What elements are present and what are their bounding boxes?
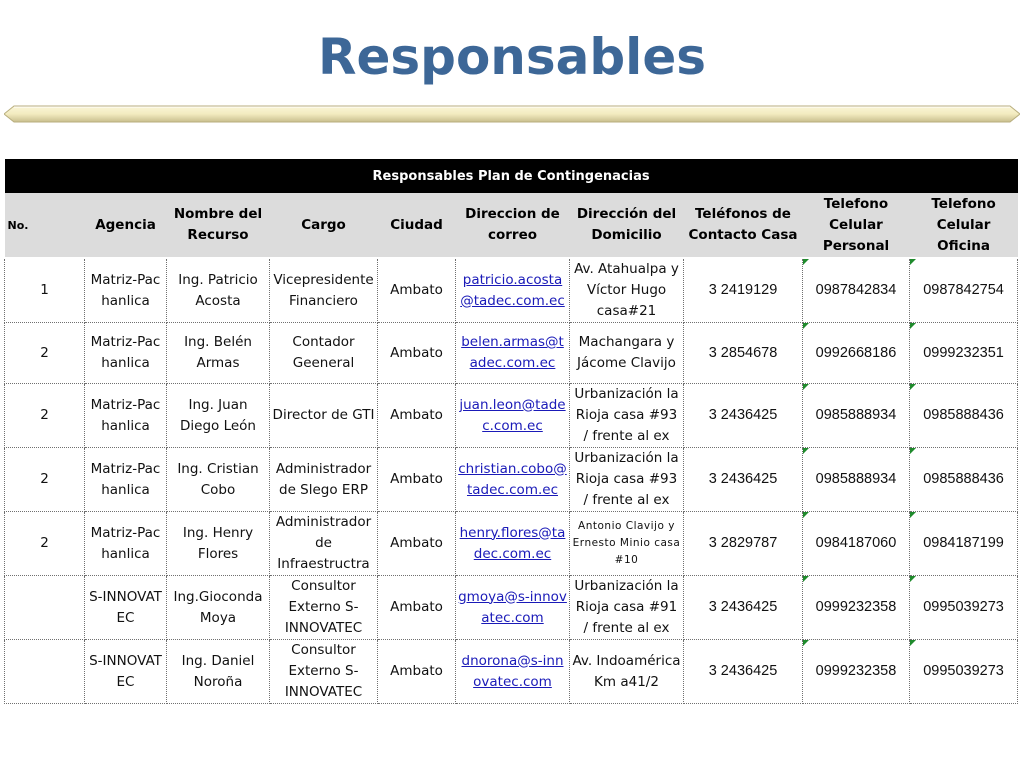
table-caption: Responsables Plan de Contingenacias xyxy=(5,159,1018,193)
cell-cargo: Administrador de Slego ERP xyxy=(270,448,378,512)
cell-tel-casa: 3 2436425 xyxy=(684,640,803,704)
header-correo: Direccion de correo xyxy=(456,193,570,258)
cell-agencia: Matriz-Pachanlica xyxy=(85,258,167,323)
header-ciudad: Ciudad xyxy=(378,193,456,258)
cell-cargo: Director de GTI xyxy=(270,384,378,448)
cell-no: 2 xyxy=(5,323,85,384)
email-link[interactable]: christian.cobo@tadec.com.ec xyxy=(456,448,570,512)
cell-ciudad: Ambato xyxy=(378,512,456,576)
cell-no: 2 xyxy=(5,448,85,512)
cell-no: 2 xyxy=(5,512,85,576)
page-title: Responsables xyxy=(317,28,706,86)
cell-tel-casa: 3 2829787 xyxy=(684,512,803,576)
cell-nombre: Ing. Juan Diego León xyxy=(167,384,270,448)
cell-no xyxy=(5,576,85,640)
cell-cargo: Administrador de Infraestructra xyxy=(270,512,378,576)
cell-ciudad: Ambato xyxy=(378,323,456,384)
cell-cel-oficina: 0985888436 xyxy=(910,448,1018,512)
cell-tel-casa: 3 2436425 xyxy=(684,448,803,512)
email-link[interactable]: gmoya@s-innovatec.com xyxy=(456,576,570,640)
cell-cel-oficina: 0984187199 xyxy=(910,512,1018,576)
header-agencia: Agencia xyxy=(85,193,167,258)
cell-cargo: Consultor Externo S-INNOVATEC xyxy=(270,576,378,640)
cell-nombre: Ing. Cristian Cobo xyxy=(167,448,270,512)
cell-cel-oficina: 0995039273 xyxy=(910,576,1018,640)
cell-cel-personal: 0999232358 xyxy=(803,576,910,640)
cell-agencia: S-INNOVATEC xyxy=(85,576,167,640)
cell-tel-casa: 3 2854678 xyxy=(684,323,803,384)
cell-ciudad: Ambato xyxy=(378,640,456,704)
header-cel-oficina: Telefono Celular Oficina xyxy=(910,193,1018,258)
cell-cel-personal: 0999232358 xyxy=(803,640,910,704)
cell-nombre: Ing. Daniel Noroña xyxy=(167,640,270,704)
table-row xyxy=(5,640,1018,704)
cell-no: 2 xyxy=(5,384,85,448)
header-tel-casa: Teléfonos de Contacto Casa xyxy=(684,193,803,258)
email-link[interactable]: juan.leon@tadec.com.ec xyxy=(456,384,570,448)
cell-tel-casa: 3 2436425 xyxy=(684,576,803,640)
cell-nombre: Ing. Belén Armas xyxy=(167,323,270,384)
cell-cargo: Consultor Externo S-INNOVATEC xyxy=(270,640,378,704)
cell-cel-oficina: 0999232351 xyxy=(910,323,1018,384)
cell-cel-personal: 0984187060 xyxy=(803,512,910,576)
email-link[interactable]: patricio.acosta@tadec.com.ec xyxy=(456,258,570,323)
cell-tel-casa: 3 2419129 xyxy=(684,258,803,323)
cell-agencia: S-INNOVATEC xyxy=(85,640,167,704)
cell-agencia: Matriz-Pachanlica xyxy=(85,323,167,384)
cell-ciudad: Ambato xyxy=(378,384,456,448)
cell-cel-oficina: 0995039273 xyxy=(910,640,1018,704)
cell-tel-casa: 3 2436425 xyxy=(684,384,803,448)
header-no: No. xyxy=(5,193,85,258)
table-row xyxy=(5,576,1018,640)
header-domicilio: Dirección del Domicilio xyxy=(570,193,684,258)
cell-agencia: Matriz-Pachanlica xyxy=(85,384,167,448)
table-row xyxy=(5,384,1018,448)
cell-nombre: Ing.Gioconda Moya xyxy=(167,576,270,640)
cell-ciudad: Ambato xyxy=(378,258,456,323)
table-row xyxy=(5,323,1018,384)
table-row xyxy=(5,258,1018,323)
cell-cargo: Vicepresidente Financiero xyxy=(270,258,378,323)
table-row xyxy=(5,448,1018,512)
cell-agencia: Matriz-Pachanlica xyxy=(85,512,167,576)
cell-nombre: Ing. Henry Flores xyxy=(167,512,270,576)
cell-cel-oficina: 0985888436 xyxy=(910,384,1018,448)
cell-cel-personal: 0985888934 xyxy=(803,384,910,448)
cell-nombre: Ing. Patricio Acosta xyxy=(167,258,270,323)
cell-no: 1 xyxy=(5,258,85,323)
cell-cel-personal: 0985888934 xyxy=(803,448,910,512)
cell-cargo: Contador Geeneral xyxy=(270,323,378,384)
email-link[interactable]: belen.armas@tadec.com.ec xyxy=(456,323,570,384)
cell-cel-personal: 0992668186 xyxy=(803,323,910,384)
email-link[interactable]: dnorona@s-innovatec.com xyxy=(456,640,570,704)
cell-no xyxy=(5,640,85,704)
title-divider xyxy=(4,104,1020,124)
header-nombre: Nombre del Recurso xyxy=(167,193,270,258)
email-link[interactable]: henry.flores@tadec.com.ec xyxy=(456,512,570,576)
table-body xyxy=(5,258,1018,704)
table-row xyxy=(5,512,1018,576)
cell-domicilio: Urbanización la Rioja casa #93 / frente al ex xyxy=(570,384,684,448)
cell-cel-personal: 0987842834 xyxy=(803,258,910,323)
cell-domicilio: Urbanización la Rioja casa #91 / frente al ex xyxy=(570,576,684,640)
responsables-table xyxy=(4,159,1018,704)
cell-domicilio: Av. Atahualpa y Víctor Hugo casa#21 xyxy=(570,258,684,323)
header-cel-personal: Telefono Celular Personal xyxy=(803,193,910,258)
cell-domicilio: Urbanización la Rioja casa #93 / frente al ex xyxy=(570,448,684,512)
cell-domicilio: Av. Indoamérica Km a41/2 xyxy=(570,640,684,704)
cell-ciudad: Ambato xyxy=(378,576,456,640)
cell-domicilio: Machangara y Jácome Clavijo xyxy=(570,323,684,384)
cell-domicilio: Antonio Clavijo y Ernesto Minio casa #10 xyxy=(570,512,684,576)
cell-agencia: Matriz-Pachanlica xyxy=(85,448,167,512)
cell-cel-oficina: 0987842754 xyxy=(910,258,1018,323)
header-cargo: Cargo xyxy=(270,193,378,258)
cell-ciudad: Ambato xyxy=(378,448,456,512)
